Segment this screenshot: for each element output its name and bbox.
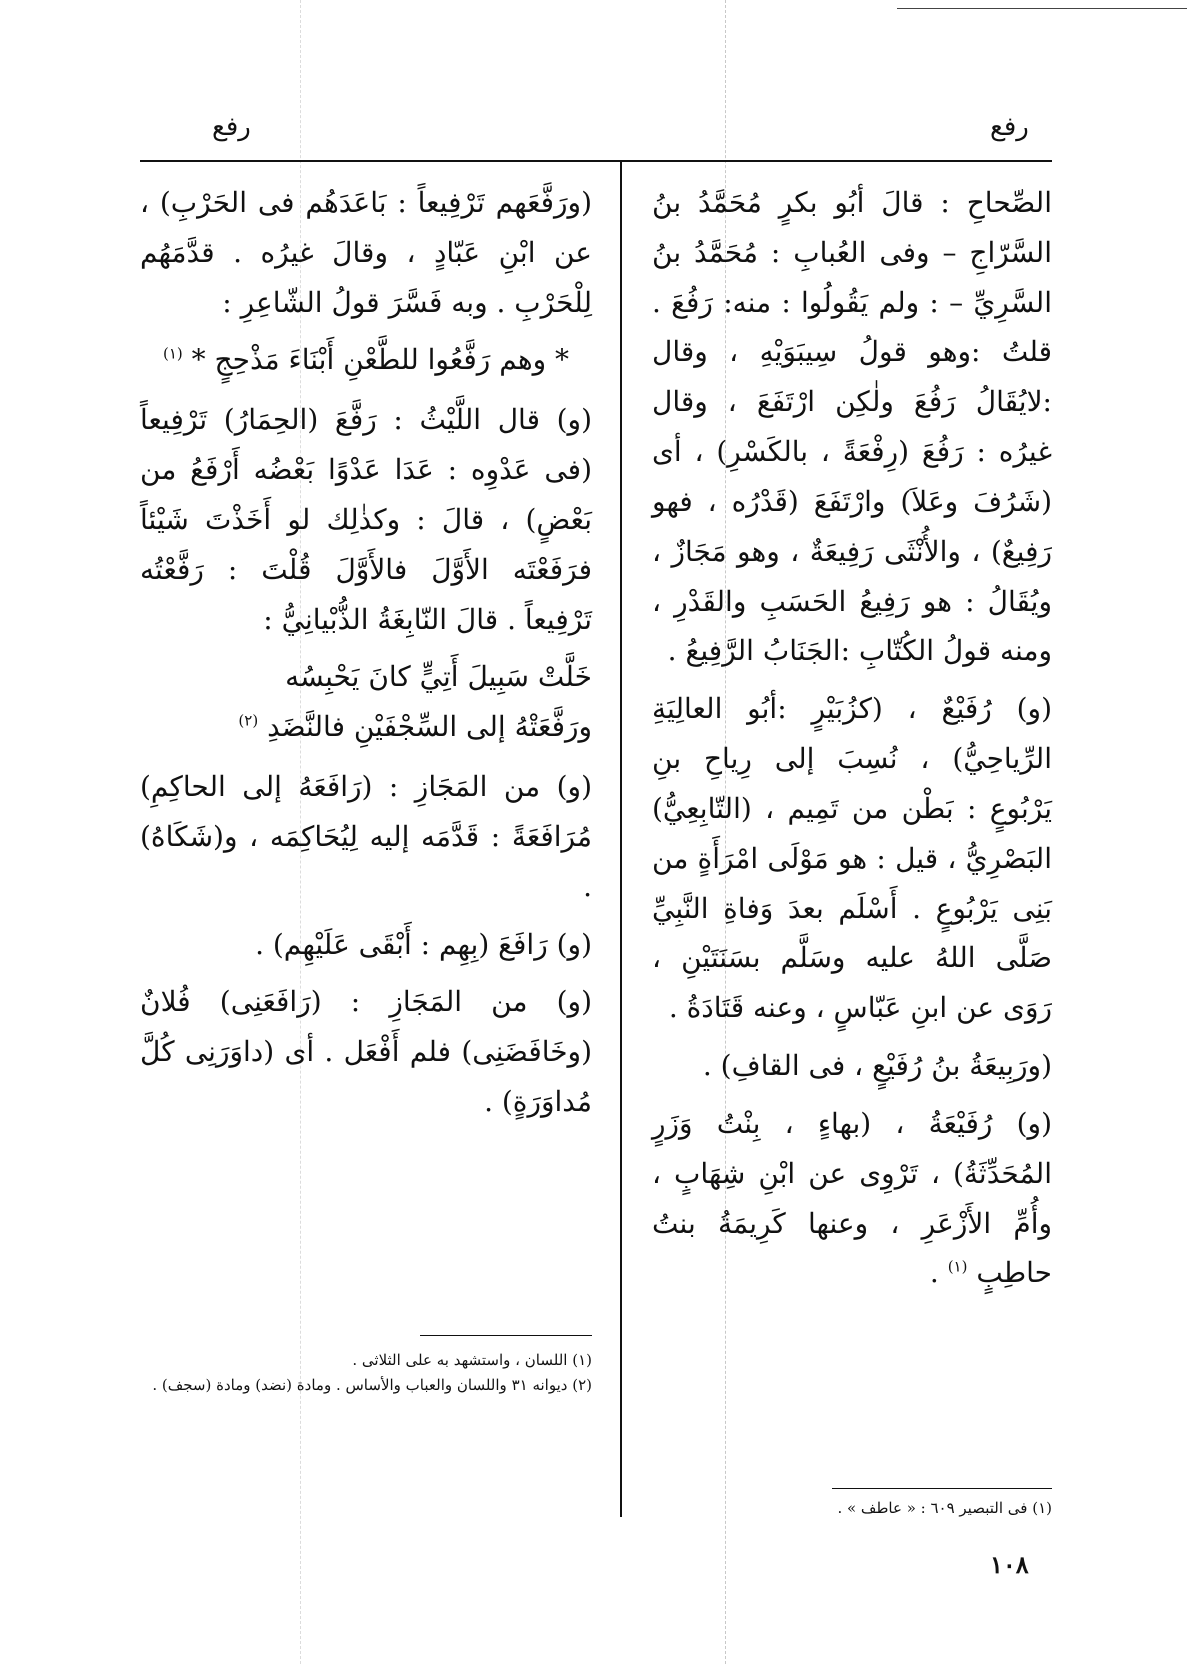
footnote: (٢) ديوانه ٣١ واللسان والعباب والأساس . ومادة (نضد) ومادة (سجف) . <box>152 1375 592 1394</box>
footnotes-right <box>652 1496 1052 1521</box>
footnote-rule <box>420 1335 592 1336</box>
paragraph: (ورَبِيعَةُ بنُ رُفَيْعٍ ، فى القافِ) . <box>702 1049 1052 1083</box>
running-header-left: رفع <box>212 112 251 142</box>
paragraph-text: (و) رُفَيْعَةُ ، (بهاءٍ ، بِنْتُ وَزَرٍ المُحَدِّثَةُ) ، تَرْوِى عن ابْنِ شِهَابٍ ، وأُمِّ الأَزْعَرِ ، وعنها كَرِيمَةُ بنتُ حاطِبٍ <box>652 1106 1052 1290</box>
paragraph: (ورَفَّعَهم تَرْفِيعاً : بَاعَدَهُم فى الحَرْبِ) ، عن ابْنِ عَبّادٍ ، وقالَ غيرُه . قدَّمَهُم لِلْحَرْبِ . وبه فَسَّرَ قولُ الشّاعِرِ : <box>140 186 592 319</box>
left-column <box>140 178 592 1135</box>
footnote-mark: (٢) <box>238 711 259 730</box>
footnote: (١) فى التبصير ٦٠٩ : « عاطف » . <box>837 1499 1052 1517</box>
paragraph: (و) من المَجَازِ : (رَافَعَنِى) فُلانٌ (وخَافَضَنِى) فلم أَفْعَل . أى (داوَرَنِى كُلَّ مُداوَرَةٍ) . <box>140 985 592 1119</box>
paragraph: (و) رَافَعَ (بِهِم : أَبْقَى عَلَيْهِم) . <box>255 927 592 961</box>
running-header-right: رفع <box>990 112 1029 142</box>
paragraph: (و) رُفَيْعَةُ ، (بهاءٍ ، بِنْتُ وَزَرٍ المُحَدِّثَةُ) ، تَرْوِى عن ابْنِ شِهَابٍ ، وأُمِّ الأَزْعَرِ ، وعنها كَرِيمَةُ بنتُ حاطِبٍ $^{(١)}$ . <box>652 1106 1052 1290</box>
footnote-rule <box>832 1488 1052 1489</box>
top-edge-rule <box>897 8 1187 9</box>
verse-text: ورَفَّعَتْهُ إلى السِّجْفَيْنِ فالنَّضَدِ <box>267 710 592 744</box>
paragraph: (و) من المَجَازِ : (رَافَعَهُ إلى الحاكِمِ) مُرَافَعَةً : قَدَّمَه إليه لِيُحَاكِمَه ، و(شَكَاهُ) . <box>140 770 592 903</box>
paragraph: (و) قال اللَّيْثُ : رَفَّعَ (الحِمَارُ) تَرْفِيعاً (فى عَدْوِه : عَدَا عَدْوًا بَعْضُه أَرْفَعُ من بَعْضٍ) ، قالَ : وكذٰلِك لو أَخَذْتَ شَيْئاً فرَفَعْتَه الأَوَّلَ فالأَوَّلَ قُلْتَ : رَفَّعْتُه تَرْفِيعاً . قالَ النّابِغَةُ الذُّبْيانِيُّ : <box>140 403 592 636</box>
footnote-mark: (١) <box>947 1258 968 1277</box>
header-rule <box>140 160 1052 162</box>
footnotes-left <box>140 1348 592 1398</box>
verse-line <box>140 335 592 385</box>
footnote: (١) اللسان ، واستشهد به على الثلاثى . <box>352 1351 592 1369</box>
paragraph: (و) رُفَيْعٌ ، (كزُبَيْرٍ :أبُو العالِيَةِ الرِّياحِيُّ) ، نُسِبَ إلى رِياحِ بنِ يَرْبُوعٍ : بَطْن من تَمِيم ، (التّابِعِيُّ) البَصْرِيُّ ، قيل : هو مَوْلَى امْرَأَةٍ من بَنِى يَرْبُوعٍ . أَسْلَم بعدَ وَفاةِ النَّبِيِّ صَلَّى اللهُ عليه وسَلَّم بسَنَتَيْنِ ، رَوَى عن ابنِ عَبّاسٍ ، وعنه قَتَادَةُ . <box>652 692 1052 1025</box>
paragraph: الصِّحاحِ : قالَ أبُو بكرٍ مُحَمَّدُ بنُ السَّرّاجِ – وفى العُبابِ : مُحَمَّدُ بنُ السَّرِيِّ – : ولم يَقُولُوا : منه: رَفُعَ . قلتُ :وهو قولُ سِيبَوَيْهِ ، وقال :لايُقَالُ رَفُعَ ولٰكِن ارْتَفَعَ ، وقال غيرُه : رَفُعَ (رِفْعَةً ، بالكَسْرِ) ، أى (شَرُفَ وعَلاَ) وارْتَفَعَ (قَدْرُه ، فهو رَفِيعٌ) ، والأُنْثَى رَفِيعَةٌ ، وهو مَجَازٌ ، ويُقَالُ : هو رَفِيعُ الحَسَبِ والقَدْرِ ، ومنه قولُ الكُتّابِ :الجَنَابُ الرَّفِيعُ . <box>652 186 1052 668</box>
page-number: ١٠٨ <box>990 1550 1029 1579</box>
footnote-mark: (١) <box>162 345 183 364</box>
verse-hemistich <box>140 702 592 752</box>
verse-hemistich: خَلَّتْ سَبِيلَ أَتِيٍّ كانَ يَحْبِسُه <box>285 660 592 694</box>
verse-text: * وهم رَفَّعُوا للطَّعْنِ أَبْنَاءَ مَذْحِجٍ * <box>191 343 570 377</box>
column-divider <box>620 162 622 1517</box>
right-column <box>652 178 1052 1306</box>
